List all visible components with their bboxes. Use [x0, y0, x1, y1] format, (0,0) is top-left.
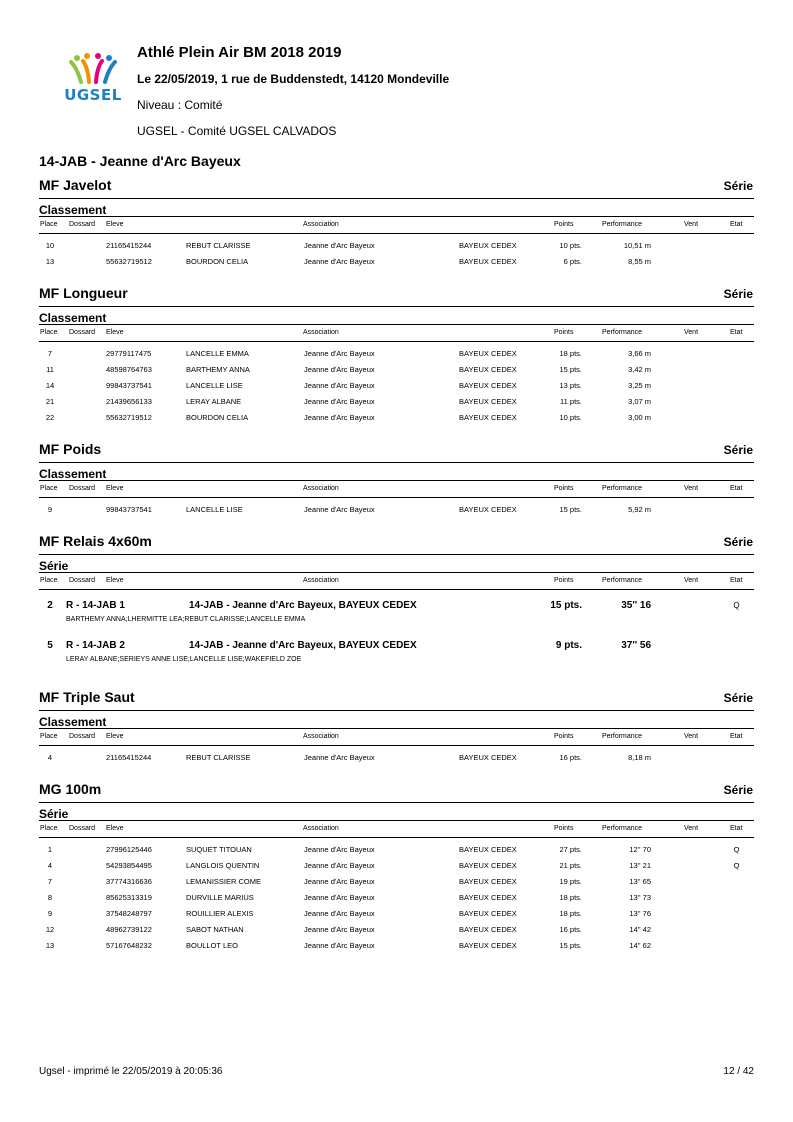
result-city: BAYEUX CEDEX — [459, 365, 517, 374]
table-row — [39, 502, 754, 518]
result-association: Jeanne d'Arc Bayeux — [304, 753, 375, 762]
result-association: Jeanne d'Arc Bayeux — [304, 241, 375, 250]
result-performance: 3,66 m — [628, 349, 651, 358]
column-header-points: Points — [554, 485, 574, 492]
result-association: Jeanne d'Arc Bayeux — [304, 941, 375, 950]
event-section — [39, 284, 754, 430]
event-serie-label: Série — [723, 535, 753, 549]
club-title: 14-JAB - Jeanne d'Arc Bayeux — [39, 153, 241, 169]
event-subheader — [39, 463, 754, 481]
result-status: Q — [733, 861, 740, 870]
result-performance: 3,25 m — [628, 381, 651, 390]
result-points: 9 pts. — [555, 640, 582, 651]
event-serie-label: Série — [723, 179, 753, 193]
event-subheader — [39, 307, 754, 325]
result-performance: 8,18 m — [628, 753, 651, 762]
result-athlete: LERAY ALBANE — [186, 397, 242, 406]
result-place: 13 — [45, 257, 55, 266]
result-points: 18 pts. — [559, 893, 582, 902]
event-serie-label: Série — [723, 443, 753, 457]
table-row — [39, 346, 754, 362]
column-header-place: Place — [40, 329, 58, 336]
event-subheader-label: Classement — [39, 311, 107, 325]
result-city: BAYEUX CEDEX — [459, 893, 517, 902]
column-headers — [39, 573, 754, 590]
result-dossard: 21165415244 — [106, 241, 152, 250]
column-header-points: Points — [554, 825, 574, 832]
column-header-eleve: Eleve — [106, 577, 124, 584]
event-subheader-label: Classement — [39, 715, 107, 729]
event-title: MG 100m — [39, 781, 102, 797]
result-association: Jeanne d'Arc Bayeux — [304, 257, 375, 266]
result-performance: 14'' 42 — [629, 925, 651, 934]
table-row — [39, 254, 754, 270]
table-row — [39, 906, 754, 922]
result-city: BAYEUX CEDEX — [459, 861, 517, 870]
result-association: Jeanne d'Arc Bayeux — [304, 397, 375, 406]
column-header-etat: Etat — [730, 329, 743, 336]
meeting-level: Niveau : Comité — [137, 98, 223, 112]
result-points: 10 pts. — [559, 413, 582, 422]
column-header-points: Points — [554, 329, 574, 336]
column-header-dossard: Dossard — [69, 221, 96, 228]
result-performance: 35'' 16 — [621, 600, 651, 611]
result-athlete: SABOT NATHAN — [186, 925, 244, 934]
relay-row — [39, 594, 754, 634]
result-status: Q — [733, 601, 740, 610]
table-row — [39, 842, 754, 858]
table-row — [39, 922, 754, 938]
relay-team-name: R - 14-JAB 2 — [66, 640, 125, 651]
column-header-place: Place — [40, 577, 58, 584]
table-row — [39, 938, 754, 954]
column-header-association: Association — [303, 733, 339, 740]
event-header — [39, 440, 754, 463]
result-points: 19 pts. — [559, 877, 582, 886]
result-athlete: BARTHEMY ANNA — [186, 365, 250, 374]
column-headers — [39, 481, 754, 498]
result-city: BAYEUX CEDEX — [459, 381, 517, 390]
result-place: 4 — [47, 753, 53, 762]
column-header-points: Points — [554, 221, 574, 228]
result-city: BAYEUX CEDEX — [459, 397, 517, 406]
event-subheader — [39, 711, 754, 729]
event-section — [39, 780, 754, 958]
result-points: 18 pts. — [559, 909, 582, 918]
result-dossard: 55632719512 — [106, 257, 152, 266]
column-header-points: Points — [554, 577, 574, 584]
result-points: 15 pts. — [559, 941, 582, 950]
result-association: Jeanne d'Arc Bayeux — [304, 413, 375, 422]
result-place: 11 — [46, 365, 54, 374]
event-header — [39, 284, 754, 307]
result-athlete: LANGLOIS QUENTIN — [186, 861, 260, 870]
result-points: 13 pts. — [559, 381, 582, 390]
logo-text: UGSEL — [64, 86, 122, 104]
event-section — [39, 532, 754, 678]
result-dossard: 48598764763 — [106, 365, 152, 374]
result-performance: 10,51 m — [623, 241, 651, 250]
result-place: 5 — [47, 640, 53, 651]
ugsel-logo — [60, 52, 126, 108]
event-title: MF Javelot — [39, 177, 112, 193]
result-association: Jeanne d'Arc Bayeux — [304, 365, 375, 374]
result-points: 16 pts. — [559, 925, 582, 934]
result-performance: 12'' 70 — [629, 845, 651, 854]
column-header-etat: Etat — [730, 221, 743, 228]
result-points: 18 pts. — [559, 349, 582, 358]
result-performance: 3,07 m — [628, 397, 651, 406]
result-athlete: BOURDON CELIA — [186, 257, 249, 266]
result-performance: 3,00 m — [628, 413, 651, 422]
column-header-vent: Vent — [684, 825, 699, 832]
column-header-points: Points — [554, 733, 574, 740]
result-city: BAYEUX CEDEX — [459, 941, 517, 950]
result-status: Q — [733, 845, 740, 854]
result-points: 27 pts. — [559, 845, 582, 854]
relay-club: 14-JAB - Jeanne d'Arc Bayeux, BAYEUX CEDEX — [189, 600, 417, 611]
event-section — [39, 688, 754, 770]
table-row — [39, 362, 754, 378]
result-athlete: SUQUET TITOUAN — [186, 845, 252, 854]
event-title: MF Poids — [39, 441, 102, 457]
column-headers — [39, 325, 754, 342]
result-athlete: BOULLOT LEO — [186, 941, 238, 950]
meeting-committee: UGSEL - Comité UGSEL CALVADOS — [137, 124, 337, 138]
result-dossard: 21165415244 — [106, 753, 152, 762]
event-section — [39, 440, 754, 522]
result-points: 21 pts. — [559, 861, 582, 870]
column-header-eleve: Eleve — [106, 329, 124, 336]
result-place: 21 — [45, 397, 55, 406]
result-points: 11 pts. — [560, 397, 582, 406]
result-place: 10 — [45, 241, 55, 250]
result-points: 15 pts. — [559, 505, 582, 514]
result-dossard: 55632719512 — [106, 413, 152, 422]
result-rows — [39, 746, 754, 770]
result-place: 8 — [47, 893, 53, 902]
table-row — [39, 874, 754, 890]
event-header — [39, 688, 754, 711]
result-place: 7 — [47, 349, 53, 358]
column-header-performance: Performance — [602, 577, 643, 584]
table-row — [39, 750, 754, 766]
result-points: 15 pts. — [559, 365, 582, 374]
column-header-association: Association — [303, 577, 339, 584]
footer-printed: Ugsel - imprimé le 22/05/2019 à 20:05:36 — [39, 1066, 223, 1077]
column-header-performance: Performance — [602, 733, 643, 740]
column-header-performance: Performance — [602, 221, 643, 228]
result-city: BAYEUX CEDEX — [459, 413, 517, 422]
relay-members: LERAY ALBANE;SERIEYS ANNE LISE;LANCELLE LISE;WAKEFIELD ZOE — [66, 656, 302, 663]
result-association: Jeanne d'Arc Bayeux — [304, 349, 375, 358]
meeting-title: Athlé Plein Air BM 2018 2019 — [137, 44, 342, 61]
result-city: BAYEUX CEDEX — [459, 241, 517, 250]
result-place: 14 — [45, 381, 55, 390]
column-header-vent: Vent — [684, 733, 699, 740]
result-rows — [39, 234, 754, 274]
result-athlete: DURVILLE MARIUS — [186, 893, 254, 902]
figures-icon — [68, 52, 118, 86]
column-header-performance: Performance — [602, 825, 643, 832]
column-header-vent: Vent — [684, 485, 699, 492]
result-performance: 13'' 65 — [629, 877, 651, 886]
event-subheader-label: Série — [39, 559, 69, 573]
result-athlete: REBUT CLARISSE — [186, 753, 251, 762]
result-association: Jeanne d'Arc Bayeux — [304, 925, 375, 934]
event-subheader — [39, 555, 754, 573]
table-row — [39, 858, 754, 874]
result-rows — [39, 498, 754, 522]
result-performance: 13'' 76 — [629, 909, 651, 918]
column-header-place: Place — [40, 485, 58, 492]
result-athlete: ROUILLIER ALEXIS — [186, 909, 254, 918]
events-list — [39, 176, 754, 958]
relay-row — [39, 634, 754, 674]
table-row — [39, 238, 754, 254]
column-header-eleve: Eleve — [106, 825, 124, 832]
result-place: 12 — [45, 925, 55, 934]
result-rows — [39, 838, 754, 958]
result-dossard: 48962739122 — [106, 925, 152, 934]
result-athlete: LANCELLE LISE — [186, 505, 243, 514]
meeting-date-location: Le 22/05/2019, 1 rue de Buddenstedt, 14120 Mondeville — [137, 72, 450, 86]
result-athlete: LANCELLE EMMA — [186, 349, 249, 358]
result-points: 16 pts. — [559, 753, 582, 762]
table-row — [39, 394, 754, 410]
event-section — [39, 176, 754, 274]
column-header-etat: Etat — [730, 733, 743, 740]
relay-team-name: R - 14-JAB 1 — [66, 600, 125, 611]
result-association: Jeanne d'Arc Bayeux — [304, 381, 375, 390]
event-subheader — [39, 199, 754, 217]
result-performance: 13'' 21 — [629, 861, 651, 870]
result-place: 4 — [47, 861, 53, 870]
result-dossard: 29779117475 — [106, 349, 152, 358]
result-association: Jeanne d'Arc Bayeux — [304, 893, 375, 902]
result-city: BAYEUX CEDEX — [459, 753, 517, 762]
result-performance: 14'' 62 — [629, 941, 651, 950]
result-place: 9 — [47, 909, 53, 918]
result-dossard: 37774316636 — [106, 877, 152, 886]
column-headers — [39, 729, 754, 746]
result-athlete: BOURDON CELIA — [186, 413, 249, 422]
column-header-etat: Etat — [730, 825, 743, 832]
column-header-place: Place — [40, 221, 58, 228]
column-header-etat: Etat — [730, 485, 743, 492]
event-header — [39, 176, 754, 199]
result-city: BAYEUX CEDEX — [459, 845, 517, 854]
column-header-dossard: Dossard — [69, 733, 96, 740]
result-association: Jeanne d'Arc Bayeux — [304, 861, 375, 870]
column-headers — [39, 217, 754, 234]
column-header-performance: Performance — [602, 329, 643, 336]
result-place: 1 — [47, 845, 53, 854]
result-points: 10 pts. — [559, 241, 582, 250]
result-association: Jeanne d'Arc Bayeux — [304, 877, 375, 886]
result-place: 2 — [47, 600, 53, 611]
column-header-dossard: Dossard — [69, 825, 96, 832]
column-headers — [39, 821, 754, 838]
table-row — [39, 890, 754, 906]
result-dossard: 37548248797 — [106, 909, 152, 918]
column-header-vent: Vent — [684, 221, 699, 228]
table-row — [39, 378, 754, 394]
event-serie-label: Série — [723, 691, 753, 705]
result-city: BAYEUX CEDEX — [459, 349, 517, 358]
result-performance: 37'' 56 — [621, 640, 651, 651]
relay-members: BARTHEMY ANNA;LHERMITTE LEA;REBUT CLARISSE;LANCELLE EMMA — [66, 616, 306, 623]
result-place: 9 — [47, 505, 53, 514]
column-header-place: Place — [40, 733, 58, 740]
result-dossard: 21439656133 — [106, 397, 152, 406]
relay-club: 14-JAB - Jeanne d'Arc Bayeux, BAYEUX CEDEX — [189, 640, 417, 651]
column-header-dossard: Dossard — [69, 577, 96, 584]
result-dossard: 54293854495 — [106, 861, 152, 870]
result-performance: 5,92 m — [628, 505, 651, 514]
result-performance: 8,55 m — [628, 257, 651, 266]
result-place: 22 — [45, 413, 55, 422]
column-header-association: Association — [303, 221, 339, 228]
result-dossard: 27996125446 — [106, 845, 152, 854]
column-header-association: Association — [303, 825, 339, 832]
result-city: BAYEUX CEDEX — [459, 925, 517, 934]
event-header — [39, 532, 754, 555]
event-header — [39, 780, 754, 803]
result-performance: 13'' 73 — [629, 893, 651, 902]
event-title: MF Relais 4x60m — [39, 533, 152, 549]
column-header-eleve: Eleve — [106, 221, 124, 228]
event-serie-label: Série — [723, 783, 753, 797]
column-header-dossard: Dossard — [69, 329, 96, 336]
result-points: 15 pts. — [550, 600, 582, 611]
result-association: Jeanne d'Arc Bayeux — [304, 909, 375, 918]
event-title: MF Triple Saut — [39, 689, 135, 705]
result-points: 6 pts. — [563, 257, 582, 266]
result-city: BAYEUX CEDEX — [459, 877, 517, 886]
event-subheader-label: Classement — [39, 203, 107, 217]
result-association: Jeanne d'Arc Bayeux — [304, 505, 375, 514]
result-dossard: 57167648232 — [106, 941, 152, 950]
column-header-performance: Performance — [602, 485, 643, 492]
result-dossard: 85625313319 — [106, 893, 152, 902]
table-row — [39, 410, 754, 426]
column-header-place: Place — [40, 825, 58, 832]
result-athlete: REBUT CLARISSE — [186, 241, 251, 250]
result-athlete: LANCELLE LISE — [186, 381, 243, 390]
result-dossard: 99843737541 — [106, 505, 152, 514]
event-serie-label: Série — [723, 287, 753, 301]
result-city: BAYEUX CEDEX — [459, 505, 517, 514]
column-header-dossard: Dossard — [69, 485, 96, 492]
result-association: Jeanne d'Arc Bayeux — [304, 845, 375, 854]
result-city: BAYEUX CEDEX — [459, 909, 517, 918]
column-header-vent: Vent — [684, 329, 699, 336]
result-rows — [39, 590, 754, 678]
event-subheader-label: Série — [39, 807, 69, 821]
event-title: MF Longueur — [39, 285, 128, 301]
result-dossard: 99843737541 — [106, 381, 152, 390]
result-athlete: LEMANISSIER COME — [186, 877, 262, 886]
result-place: 13 — [45, 941, 55, 950]
column-header-etat: Etat — [730, 577, 743, 584]
event-subheader-label: Classement — [39, 467, 107, 481]
event-subheader — [39, 803, 754, 821]
result-city: BAYEUX CEDEX — [459, 257, 517, 266]
column-header-eleve: Eleve — [106, 733, 124, 740]
column-header-vent: Vent — [684, 577, 699, 584]
column-header-eleve: Eleve — [106, 485, 124, 492]
column-header-association: Association — [303, 485, 339, 492]
result-rows — [39, 342, 754, 430]
result-performance: 3,42 m — [628, 365, 651, 374]
column-header-association: Association — [303, 329, 339, 336]
footer-page-number: 12 / 42 — [723, 1066, 754, 1077]
result-place: 7 — [47, 877, 53, 886]
